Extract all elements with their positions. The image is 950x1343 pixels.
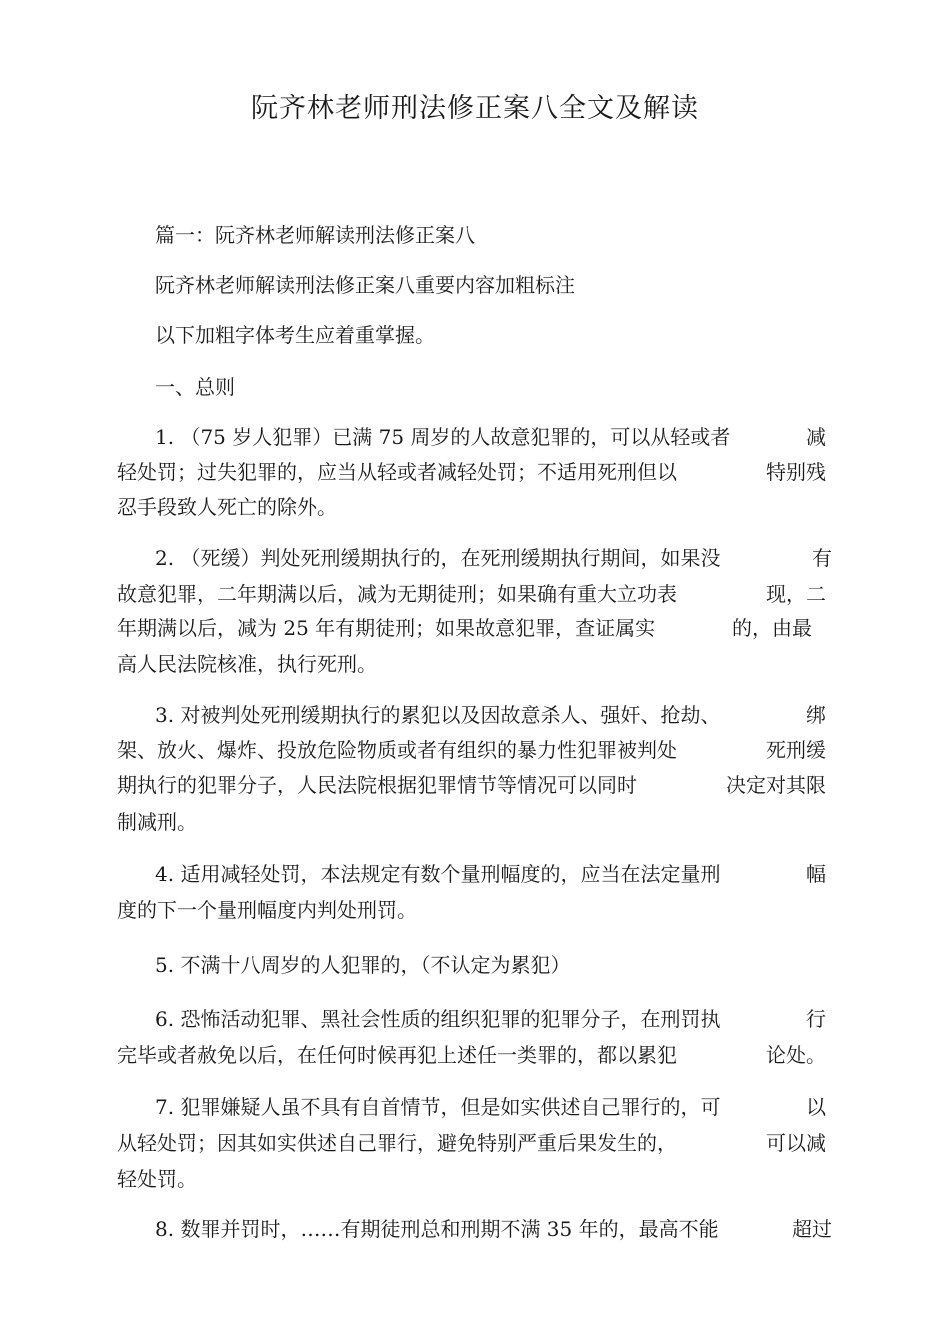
text-line-tail: 现，二 <box>766 582 826 606</box>
text-line: 2. （死缓）判处死刑缓期执行的，在死刑缓期执行期间，如果没 <box>155 546 721 570</box>
text-line: 4. 适用减轻处罚，本法规定有数个量刑幅度的，应当在法定量刑 <box>155 862 721 886</box>
text-line: 1. （75 岁人犯罪）已满 75 周岁的人故意犯罪的，可以从轻或者 <box>155 425 731 449</box>
text-line-tail: 决定对其限 <box>726 773 826 797</box>
text-line: 3. 对被判处死刑缓期执行的累犯以及因故意杀人、强奸、抢劫、 <box>155 703 721 727</box>
text-line-tail: 超过 <box>792 1217 832 1241</box>
text-line: 6. 恐怖活动犯罪、黑社会性质的组织犯罪的犯罪分子，在刑罚执 <box>155 1007 721 1031</box>
text-line-tail: 的，由最 <box>732 616 812 640</box>
text-line: 架、放火、爆炸、投放危险物质或者有组织的暴力性犯罪被判处 <box>117 738 677 762</box>
text-line-tail: 以 <box>806 1095 826 1119</box>
text-line-tail: 可以减 <box>766 1131 826 1155</box>
text-line: 8. 数罪并罚时，……有期徒刑总和刑期不满 35 年的，最高不能 <box>155 1217 719 1241</box>
text-line: 期执行的犯罪分子，人民法院根据犯罪情节等情况可以同时 <box>117 773 637 797</box>
text-line: 度的下一个量刑幅度内判处刑罚。 <box>117 898 417 922</box>
text-line: 高人民法院核准，执行死刑。 <box>117 652 377 676</box>
text-line-tail: 死刑缓 <box>766 738 826 762</box>
intro-line-2: 阮齐林老师解读刑法修正案八重要内容加粗标注 <box>155 273 575 297</box>
text-line: 忍手段致人死亡的除外。 <box>117 495 337 519</box>
text-line-tail: 有 <box>812 546 832 570</box>
document-title: 阮齐林老师刑法修正案八全文及解读 <box>251 93 699 124</box>
text-line: 故意犯罪，二年期满以后，减为无期徒刑；如果确有重大立功表 <box>117 582 677 606</box>
text-line: 从轻处罚；因其如实供述自己罪行，避免特别严重后果发生的， <box>117 1131 677 1155</box>
text-line: 轻处罚；过失犯罪的，应当从轻或者减轻处罚；不适用死刑但以 <box>117 460 677 484</box>
text-line: 年期满以后，减为 25 年有期徒刑；如果故意犯罪，查证属实 <box>117 616 656 640</box>
text-line-tail: 绑 <box>806 703 826 727</box>
text-line: 完毕或者赦免以后，在任何时候再犯上述任一类罪的，都以累犯 <box>117 1043 677 1067</box>
text-line-tail: 特别残 <box>766 460 826 484</box>
intro-line-3: 以下加粗字体考生应着重掌握。 <box>155 323 435 347</box>
text-line: 7. 犯罪嫌疑人虽不具有自首情节，但是如实供述自己罪行的，可 <box>155 1095 721 1119</box>
text-line-tail: 论处。 <box>766 1043 826 1067</box>
text-line: 制减刑。 <box>117 810 197 834</box>
intro-line-1: 篇一：阮齐林老师解读刑法修正案八 <box>155 223 475 247</box>
text-line: 轻处罚。 <box>117 1167 197 1191</box>
section-heading-general: 一、总则 <box>155 375 235 399</box>
text-line-tail: 减 <box>806 425 826 449</box>
text-line: 5. 不满十八周岁的人犯罪的，（不认定为累犯） <box>155 953 571 977</box>
text-line-tail: 幅 <box>806 862 826 886</box>
text-line-tail: 行 <box>806 1007 826 1031</box>
